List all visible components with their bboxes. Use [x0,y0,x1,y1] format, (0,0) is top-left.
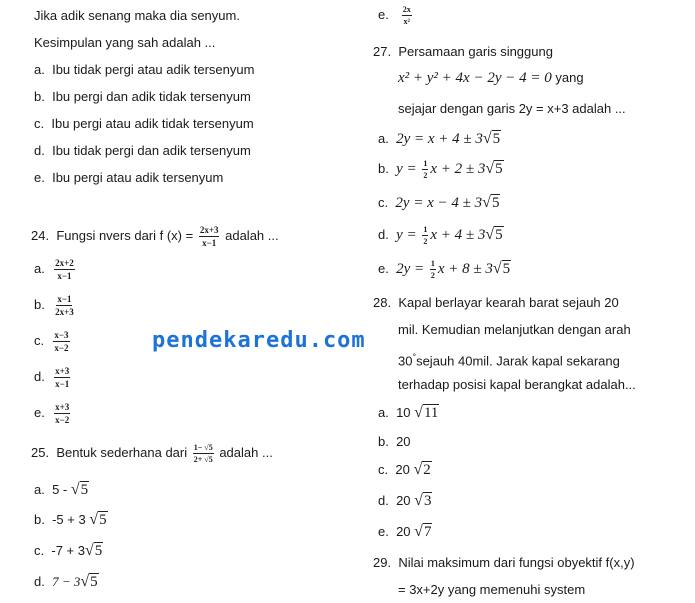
option-text: Ibu tidak pergi atau adik tersenyum [52,62,255,77]
sqrt-icon: √11 [414,404,439,421]
option-pre: 5 - [52,482,71,497]
question-text: Kapal berlayar kearah barat sejauh 20 [398,295,619,310]
sqrt-icon: √3 [414,492,432,509]
option-lhs: 2y = x + 4 ± 3 [396,131,483,147]
option-fraction: $\frac{x-1}{2x+3}$ [55,294,74,318]
question-text: Fungsi nvers dari f (x) = [56,228,194,243]
question-number: 27. [373,44,392,59]
option-text: Ibu pergi atau adik tersenyum [52,170,224,185]
option-label: a. [34,261,45,276]
option-pre: 20 [396,434,411,449]
q24-option-e[interactable] [34,402,72,425]
question-text: Nilai maksimum dari fungsi obyektif f(x,y) [398,555,635,570]
option-text: Ibu pergi dan adik tidak tersenyum [52,89,251,104]
option-pre: -5 + 3 [52,512,90,527]
q28-option-c[interactable] [378,462,432,478]
sqrt-icon: √5 [70,481,89,498]
q28-option-b[interactable] [378,434,411,450]
q24-option-d[interactable] [34,366,72,389]
q24-question [31,225,279,248]
option-label: a. [378,131,389,146]
sqrt-icon: √5 [492,260,511,277]
option-fraction: $\frac{x+3}{x-1}$ [55,366,70,390]
option-label: a. [34,62,45,77]
option-fraction: $\frac{2x}{\text{x²}}$ [402,5,411,27]
question-number: 28. [373,295,392,310]
q27-equation-line [398,70,584,86]
option-label: c. [378,195,389,210]
equation-suffix: yang [555,70,584,85]
option-text: Ibu tidak pergi dan adik tersenyum [52,143,251,158]
option-label: d. [34,574,45,589]
q27-option-e[interactable] [378,258,511,280]
option-label: d. [34,143,45,158]
option-pre: 7 − 3 [52,574,81,589]
option-label: d. [378,493,389,508]
question-number: 25. [31,445,50,460]
q25-option-d[interactable] [34,574,99,590]
question-number: 24. [31,228,50,243]
half-fraction: $\frac{1}{2}$ [423,159,428,181]
q23-option-b[interactable] [34,89,251,105]
sqrt-icon: √5 [485,226,503,243]
q23-statement: Jika adik senang maka dia senyum. [34,8,240,23]
option-lhs: 2y = [396,261,428,277]
sqrt-icon: √5 [485,160,503,177]
q24-option-b[interactable] [34,294,77,317]
option-label: c. [34,333,45,348]
q28-option-d[interactable] [378,493,432,509]
angle-value: 30 [398,353,413,369]
line3-text: sejauh 40mil. Jarak kapal sekarang [416,353,620,369]
option-post: x + 8 ± 3 [437,261,493,277]
sqrt-icon: √5 [482,194,500,211]
sqrt-icon: √5 [482,130,501,147]
option-label: c. [378,462,389,477]
option-label: b. [34,297,45,312]
q28-option-a[interactable] [378,405,439,421]
question-text: Bentuk sederhana dari [56,445,188,460]
q26-option-e[interactable] [378,4,414,26]
option-label: d. [34,369,45,384]
option-post: x + 2 ± 3 [430,161,486,177]
q23-option-a[interactable] [34,62,254,78]
question-text-end: adalah ... [219,445,273,460]
sqrt-icon: √5 [84,542,103,559]
question-text: Persamaan garis singgung [398,44,553,59]
q24-option-a[interactable] [34,258,77,281]
option-pre: 20 [396,493,415,508]
option-label: a. [34,482,45,497]
option-label: d. [378,227,389,242]
q27-option-a[interactable] [378,129,501,149]
q25-option-c[interactable] [34,543,103,559]
q27-option-d[interactable] [378,224,504,246]
q28-line3 [398,349,620,369]
option-pre: -7 + 3 [51,543,85,558]
option-fraction: $\frac{x+3}{x-2}$ [55,402,70,426]
q27-line3: sejajar dengan garis 2y = x+3 adalah ... [398,101,626,116]
option-label: a. [378,405,389,420]
option-lhs: y = [396,227,421,243]
watermark: pendekaredu.com [152,328,366,353]
sqrt-fraction: $\frac{1- √5}{2+ √5}$ [193,443,213,465]
sqrt-icon: √5 [80,573,98,590]
option-fraction: $\frac{2x+2}{x-1}$ [55,258,74,282]
q28-line4: terhadap posisi kapal berangkat adalah... [398,377,636,392]
option-pre: 10 [396,405,415,420]
option-label: b. [34,512,45,527]
q28-line2: mil. Kemudian melanjutkan dengan arah [398,322,631,337]
q24-option-c[interactable] [34,330,72,353]
option-label: b. [378,434,389,449]
sqrt-icon: √2 [413,461,431,478]
q23-option-c[interactable] [34,116,254,132]
option-label: b. [378,161,389,176]
option-fraction: $\frac{x-3}{x-2}$ [54,330,69,354]
q29-question [373,555,635,571]
question-text-end: adalah ... [225,228,279,243]
q29-line2: = 3x+2y yang memenuhi system [398,582,586,597]
degree-symbol: ° [412,352,417,362]
option-label: e. [34,405,45,420]
q27-question [373,44,553,60]
option-pre: 20 [395,462,414,477]
option-label: e. [378,524,389,539]
sqrt-icon: √7 [414,523,432,540]
option-label: e. [34,170,45,185]
half-fraction: $\frac{1}{2}$ [423,225,428,247]
half-fraction: $\frac{1}{2}$ [430,259,435,281]
q23-option-e[interactable] [34,170,223,186]
q25-option-b[interactable] [34,512,108,528]
option-label: c. [34,543,45,558]
q25-option-a[interactable] [34,482,89,498]
q23-prompt: Kesimpulan yang sah adalah ... [34,35,216,50]
option-text: Ibu pergi atau adik tidak tersenyum [51,116,254,131]
question-number: 29. [373,555,392,570]
option-label: e. [378,261,389,276]
option-label: b. [34,89,45,104]
q27-option-c[interactable] [378,193,500,213]
q27-option-b[interactable] [378,158,504,180]
q28-option-e[interactable] [378,524,432,540]
q23-option-d[interactable] [34,143,251,159]
option-post: x + 4 ± 3 [430,227,486,243]
circle-equation: x² + y² + 4x − 2y − 4 = 0 [398,70,552,86]
fx-fraction: $\frac{2x+3}{x-1}$ [199,225,219,249]
q25-question [31,442,273,464]
option-lhs: 2y = x − 4 ± 3 [395,195,483,211]
option-label: e. [378,7,389,22]
option-lhs: y = [396,161,421,177]
option-label: c. [34,116,45,131]
sqrt-icon: √5 [89,511,107,528]
option-pre: 20 [396,524,415,539]
q28-question [373,295,619,311]
